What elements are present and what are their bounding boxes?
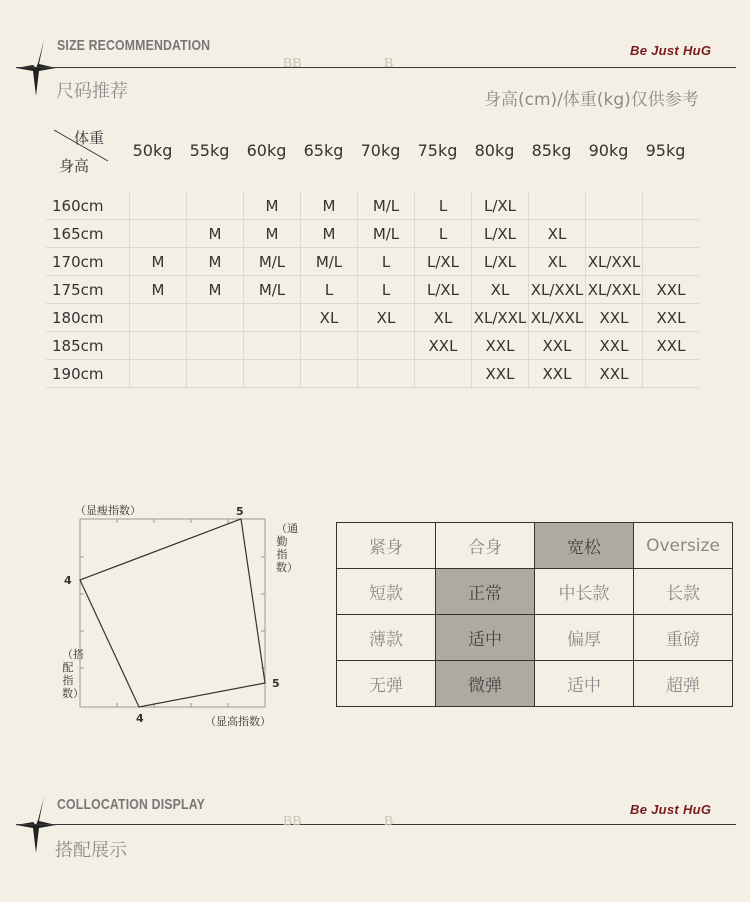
fit-option-cell: 薄款: [337, 615, 436, 661]
size-cell: L/XL: [415, 248, 472, 276]
height-label: 170cm: [46, 248, 130, 276]
size-cell: [130, 304, 187, 332]
fit-option-cell: 紧身: [337, 523, 436, 569]
size-cell: L: [358, 248, 415, 276]
fit-option-cell: 长款: [634, 569, 733, 615]
size-cell: [130, 220, 187, 248]
size-cell: M: [301, 192, 358, 220]
fit-option-cell: 适中: [535, 661, 634, 707]
size-cell: XL/XXL: [586, 276, 643, 304]
size-cell: XL: [472, 276, 529, 304]
size-cell: XXL: [643, 276, 700, 304]
size-cell: [643, 248, 700, 276]
size-cell: M/L: [358, 220, 415, 248]
size-cell: [358, 360, 415, 388]
weight-header-cell: 75kg: [417, 141, 458, 160]
fit-option-cell: 中长款: [535, 569, 634, 615]
size-cell: M: [187, 276, 244, 304]
size-cell: L: [358, 276, 415, 304]
table-row: [46, 276, 699, 304]
weight-header-cell: 90kg: [588, 141, 629, 160]
size-cell: L/XL: [472, 192, 529, 220]
weight-header-cell: 80kg: [474, 141, 515, 160]
size-cell: XXL: [586, 304, 643, 332]
size-note: 身高(cm)/体重(kg)仅供参考: [484, 90, 699, 110]
weight-header-cell: 70kg: [360, 141, 401, 160]
table-row: [46, 360, 699, 388]
radar-top-label: （显瘦指数）: [75, 504, 141, 517]
height-label: 180cm: [46, 304, 130, 332]
weight-header-cell: 85kg: [531, 141, 572, 160]
size-cell: [130, 332, 187, 360]
fit-option-cell: 适中: [436, 615, 535, 661]
fit-option-cell: 无弹: [337, 661, 436, 707]
size-cell: [643, 192, 700, 220]
size-cell: XXL: [472, 360, 529, 388]
size-cell: XL: [529, 248, 586, 276]
size-cell: M: [187, 248, 244, 276]
size-cell: XL: [301, 304, 358, 332]
size-cell: [358, 332, 415, 360]
section-title-en: SIZE RECOMMENDATION: [57, 37, 211, 54]
size-cell: M/L: [301, 248, 358, 276]
watermark-mark: B: [384, 814, 394, 829]
size-cell: L/XL: [472, 220, 529, 248]
size-cell: [130, 192, 187, 220]
size-table: [46, 192, 699, 388]
size-cell: XL/XXL: [529, 304, 586, 332]
size-cell: XXL: [472, 332, 529, 360]
size-cell: XXL: [643, 304, 700, 332]
size-cell: M/L: [358, 192, 415, 220]
size-cell: [301, 332, 358, 360]
weight-header-cell: 95kg: [645, 141, 686, 160]
table-row: [46, 192, 699, 220]
radar-polygon: [80, 519, 265, 707]
size-cell: [187, 304, 244, 332]
fit-option-cell: 偏厚: [535, 615, 634, 661]
table-row: [46, 304, 699, 332]
size-cell: M: [301, 220, 358, 248]
table-row: [337, 661, 733, 707]
corner-height-label: 身高: [59, 157, 90, 175]
fit-option-cell: 重磅: [634, 615, 733, 661]
size-cell: XXL: [529, 332, 586, 360]
size-cell: [529, 192, 586, 220]
brand-logo: Be Just HuG: [630, 43, 712, 58]
radar-value-right: 5: [272, 677, 280, 690]
size-cell: [244, 360, 301, 388]
size-cell: [187, 360, 244, 388]
size-cell: XXL: [643, 332, 700, 360]
size-cell: L/XL: [472, 248, 529, 276]
size-cell: [643, 220, 700, 248]
radar-value-top: 5: [236, 505, 244, 518]
section-title-en: COLLOCATION DISPLAY: [57, 796, 205, 813]
size-cell: M: [187, 220, 244, 248]
size-cell: L/XL: [415, 276, 472, 304]
sparkle-icon: [16, 40, 56, 96]
fit-attribute-table: [336, 522, 733, 707]
size-cell: XXL: [586, 360, 643, 388]
size-cell: XL: [529, 220, 586, 248]
table-row: [46, 220, 699, 248]
table-row: [337, 523, 733, 569]
watermark-mark: BB: [283, 56, 302, 71]
size-cell: M: [130, 248, 187, 276]
weight-header-cell: 55kg: [189, 141, 230, 160]
size-cell: M: [130, 276, 187, 304]
size-cell: [244, 304, 301, 332]
table-row: [337, 569, 733, 615]
table-row: [337, 615, 733, 661]
divider: [16, 824, 736, 825]
size-cell: XXL: [529, 360, 586, 388]
fit-option-cell: 短款: [337, 569, 436, 615]
size-cell: [187, 332, 244, 360]
table-row: [46, 248, 699, 276]
sparkle-icon: [16, 797, 56, 853]
height-label: 190cm: [46, 360, 130, 388]
table-row: [46, 332, 699, 360]
height-label: 185cm: [46, 332, 130, 360]
corner-weight-label: 体重: [74, 129, 105, 147]
radar-right-label: （通勤指数）: [276, 522, 298, 574]
size-cell: M/L: [244, 248, 301, 276]
size-cell: [415, 360, 472, 388]
size-cell: L: [301, 276, 358, 304]
radar-chart: [60, 500, 280, 720]
radar-value-left: 4: [64, 574, 72, 587]
size-cell: XXL: [415, 332, 472, 360]
fit-option-cell: 微弹: [436, 661, 535, 707]
size-cell: M: [244, 220, 301, 248]
weight-header-cell: 60kg: [246, 141, 287, 160]
divider: [16, 67, 736, 68]
size-cell: L: [415, 220, 472, 248]
size-cell: [301, 360, 358, 388]
fit-option-cell: Oversize: [634, 523, 733, 569]
height-label: 175cm: [46, 276, 130, 304]
fit-option-cell: 合身: [436, 523, 535, 569]
fit-option-cell: 正常: [436, 569, 535, 615]
section-title-cn: 尺码推荐: [56, 81, 128, 102]
height-label: 165cm: [46, 220, 130, 248]
size-cell: [586, 220, 643, 248]
size-cell: XL/XXL: [529, 276, 586, 304]
size-cell: L: [415, 192, 472, 220]
size-cell: XL/XXL: [586, 248, 643, 276]
section-title-cn: 搭配展示: [55, 840, 127, 861]
weight-header-cell: 65kg: [303, 141, 344, 160]
watermark-mark: B: [384, 56, 394, 71]
size-cell: [130, 360, 187, 388]
radar-left-label: （搭配指数）: [62, 648, 84, 700]
height-label: 160cm: [46, 192, 130, 220]
size-cell: [187, 192, 244, 220]
size-cell: [643, 360, 700, 388]
size-cell: M/L: [244, 276, 301, 304]
radar-bottom-label: （显高指数）: [205, 715, 271, 728]
size-cell: XL/XXL: [472, 304, 529, 332]
fit-option-cell: 宽松: [535, 523, 634, 569]
watermark-mark: BB: [283, 814, 302, 829]
size-cell: XL: [415, 304, 472, 332]
size-cell: XL: [358, 304, 415, 332]
radar-value-bottom: 4: [136, 712, 144, 725]
size-cell: [244, 332, 301, 360]
size-cell: XXL: [586, 332, 643, 360]
fit-option-cell: 超弹: [634, 661, 733, 707]
size-cell: M: [244, 192, 301, 220]
weight-header-cell: 50kg: [132, 141, 173, 160]
size-cell: [586, 192, 643, 220]
brand-logo: Be Just HuG: [630, 802, 712, 817]
